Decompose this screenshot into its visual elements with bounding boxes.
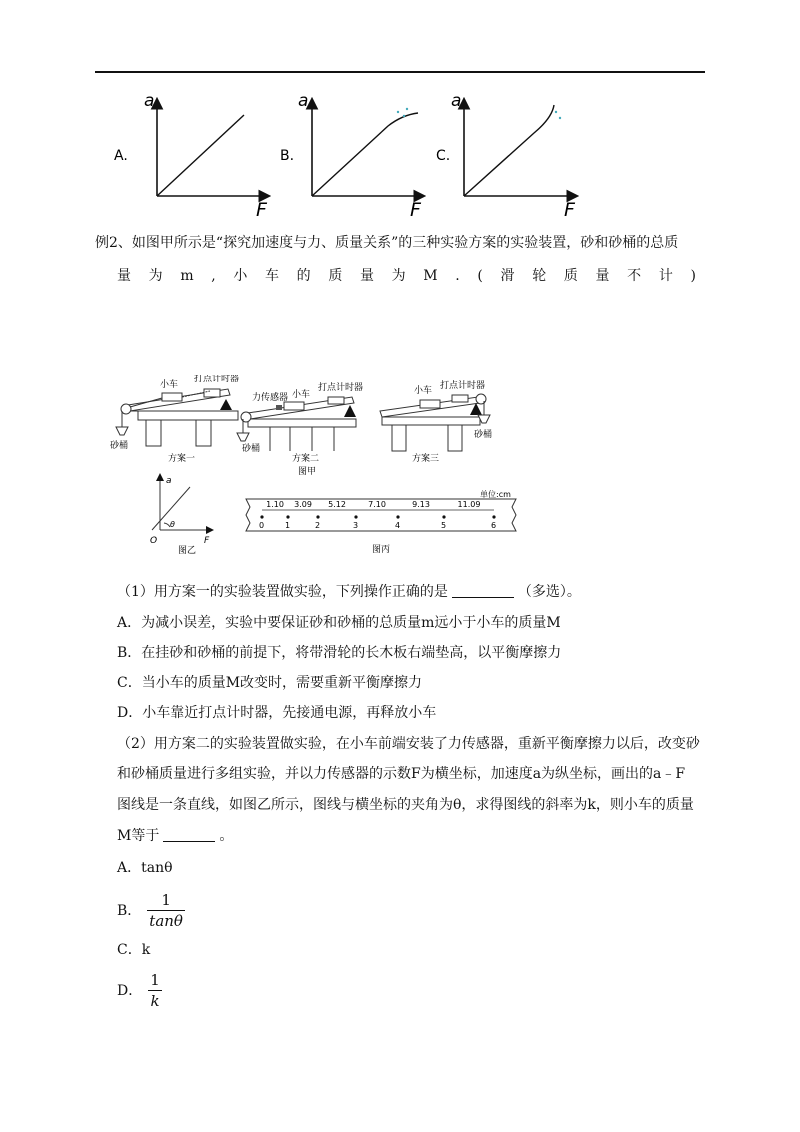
tape-point bbox=[260, 515, 263, 518]
svg-text:图丙: 图丙 bbox=[372, 545, 391, 555]
q2-option-d-fraction: $\frac{1}{k}$ bbox=[150, 971, 160, 1010]
example-line2-char: 计 bbox=[658, 268, 673, 284]
example-line2-char: M bbox=[423, 268, 438, 284]
graph-a bbox=[114, 91, 268, 220]
example-line2-char: 质 bbox=[563, 268, 578, 284]
svg-text:θ: θ bbox=[170, 520, 175, 529]
tape-distance-label: 3.09 bbox=[294, 500, 312, 509]
graph-a-line bbox=[157, 115, 244, 196]
graph-b-letter: B. bbox=[280, 148, 295, 164]
svg-text:小车: 小车 bbox=[160, 380, 179, 390]
header-rule bbox=[95, 71, 705, 73]
q2-answer-blank bbox=[163, 827, 215, 842]
graph-yi bbox=[150, 475, 212, 556]
scheme-3 bbox=[380, 379, 492, 464]
example-line2-char: 不 bbox=[627, 268, 642, 284]
tape-point-label: 2 bbox=[315, 521, 321, 530]
tape-bing bbox=[246, 489, 516, 555]
svg-text:小车: 小车 bbox=[414, 386, 433, 396]
svg-text:单位:cm: 单位:cm bbox=[480, 490, 511, 499]
tape-point bbox=[316, 515, 319, 518]
tape-point bbox=[442, 515, 445, 518]
scheme-2 bbox=[237, 381, 363, 477]
svg-text:砂桶: 砂桶 bbox=[110, 441, 129, 451]
q1-option-d: D．小车靠近打点计时器，先接通电源，再释放小车 bbox=[117, 705, 437, 721]
svg-text:F: F bbox=[410, 199, 421, 220]
scheme-1 bbox=[110, 375, 239, 464]
svg-text:打点计时器: 打点计时器 bbox=[440, 381, 486, 391]
q2-option-c: C．k bbox=[117, 942, 151, 958]
tape-distance-label: 7.10 bbox=[368, 500, 386, 509]
q2-line2: 和砂桶质量进行多组实验，并以力传感器的示数F为横坐标，加速度a为纵坐标，画出的a﹣F bbox=[117, 766, 686, 782]
tape-distance-label: 11.09 bbox=[457, 500, 481, 509]
svg-text:a: a bbox=[451, 91, 462, 111]
example-line2-char: ( bbox=[477, 268, 483, 284]
q1-option-c: C．当小车的质量M改变时，需要重新平衡摩擦力 bbox=[117, 675, 423, 691]
svg-text:打点计时器: 打点计时器 bbox=[194, 375, 240, 384]
example-line2-char: 小 bbox=[233, 268, 248, 284]
tape-point bbox=[354, 515, 357, 518]
tape-point-label: 3 bbox=[353, 521, 359, 530]
example-line2-char: 轮 bbox=[532, 268, 547, 284]
example-line2-char: 为 bbox=[391, 268, 406, 284]
example-line2-char: 车 bbox=[265, 268, 280, 284]
example-line2-char: 质 bbox=[328, 268, 343, 284]
tape-point-label: 6 bbox=[491, 521, 497, 530]
q2-line3: 图线是一条直线，如图乙所示，图线与横坐标的夹角为θ，求得图线的斜率为k，则小车的质量 bbox=[117, 797, 694, 813]
svg-text:方案三: 方案三 bbox=[412, 454, 440, 464]
svg-text:砂桶: 砂桶 bbox=[242, 444, 261, 454]
svg-text:方案一: 方案一 bbox=[168, 454, 196, 464]
tape-point-label: 5 bbox=[441, 521, 447, 530]
graph-b bbox=[280, 91, 423, 220]
svg-text:F: F bbox=[256, 199, 267, 220]
q1-option-b: B．在挂砂和砂桶的前提下，将带滑轮的长木板右端垫高，以平衡摩擦力 bbox=[117, 645, 562, 661]
example-line2-char: 滑 bbox=[500, 268, 515, 284]
svg-text:图乙: 图乙 bbox=[178, 546, 197, 556]
example-line2-char: 量 bbox=[359, 268, 374, 284]
svg-text:a: a bbox=[166, 476, 172, 486]
graph-a-letter: A. bbox=[114, 148, 128, 164]
svg-text:a: a bbox=[144, 91, 155, 111]
tape-point bbox=[492, 515, 495, 518]
example-line2-char: 量 bbox=[595, 268, 610, 284]
svg-text:打点计时器: 打点计时器 bbox=[318, 383, 364, 393]
example-line2-char: 量 bbox=[117, 268, 131, 284]
example-line2-char: m bbox=[180, 268, 194, 284]
example-line2-char: , bbox=[211, 268, 216, 284]
q1-stem: （1）用方案一的实验装置做实验，下列操作正确的是 （多选）。 bbox=[117, 584, 581, 600]
graph-c-curve bbox=[464, 105, 554, 196]
example-line2 bbox=[117, 266, 696, 286]
example-line2-char: 为 bbox=[148, 268, 163, 284]
tape-point-label: 0 bbox=[259, 521, 265, 530]
graph-c-letter: C. bbox=[436, 148, 451, 164]
svg-text:F: F bbox=[204, 536, 210, 546]
svg-text:小车: 小车 bbox=[292, 390, 311, 400]
svg-text:方案二: 方案二 bbox=[292, 454, 320, 464]
option-graphs bbox=[110, 88, 590, 220]
q2-line1: （2）用方案二的实验装置做实验，在小车前端安装了力传感器，重新平衡摩擦力以后，改变砂 bbox=[117, 736, 700, 752]
graph-b-curve bbox=[312, 113, 418, 196]
apparatus-figure bbox=[100, 375, 540, 560]
tape-distance-label: 9.13 bbox=[412, 500, 430, 509]
svg-text:砂桶: 砂桶 bbox=[474, 430, 493, 440]
tape-point-label: 1 bbox=[285, 521, 291, 530]
example-line2-char: . bbox=[455, 268, 460, 284]
tape-point bbox=[396, 515, 399, 518]
svg-text:图甲: 图甲 bbox=[298, 467, 317, 477]
q2-line4: M等于 。 bbox=[117, 828, 234, 844]
example-line1: 例2、如图甲所示是“探究加速度与力、质量关系”的三种实验方案的实验装置，砂和砂桶的总质 bbox=[95, 235, 679, 251]
q1-answer-blank bbox=[452, 583, 514, 598]
svg-text:a: a bbox=[298, 91, 309, 111]
svg-text:F: F bbox=[564, 199, 575, 220]
svg-text:O: O bbox=[150, 536, 158, 546]
example-line2-char: ) bbox=[690, 268, 696, 284]
q2-option-a: A．tanθ bbox=[117, 860, 173, 876]
tape-point-label: 4 bbox=[395, 521, 401, 530]
q2-option-d: D． $\frac{1}{k}$ bbox=[117, 971, 160, 1010]
example-line2-char: 的 bbox=[296, 268, 311, 284]
graph-c bbox=[436, 91, 576, 220]
q2-option-b: B． $\frac{1}{\tan\theta}$ bbox=[117, 891, 183, 930]
tape-distance-label: 1.10 bbox=[266, 500, 284, 509]
tape-distance-label: 5.12 bbox=[328, 500, 346, 509]
q1-option-a: A．为减小误差，实验中要保证砂和砂桶的总质量m远小于小车的质量M bbox=[117, 615, 561, 631]
q2-option-b-fraction: $\frac{1}{\tan\theta}$ bbox=[149, 891, 183, 930]
tape-point bbox=[286, 515, 289, 518]
svg-text:力传感器: 力传感器 bbox=[252, 393, 289, 403]
